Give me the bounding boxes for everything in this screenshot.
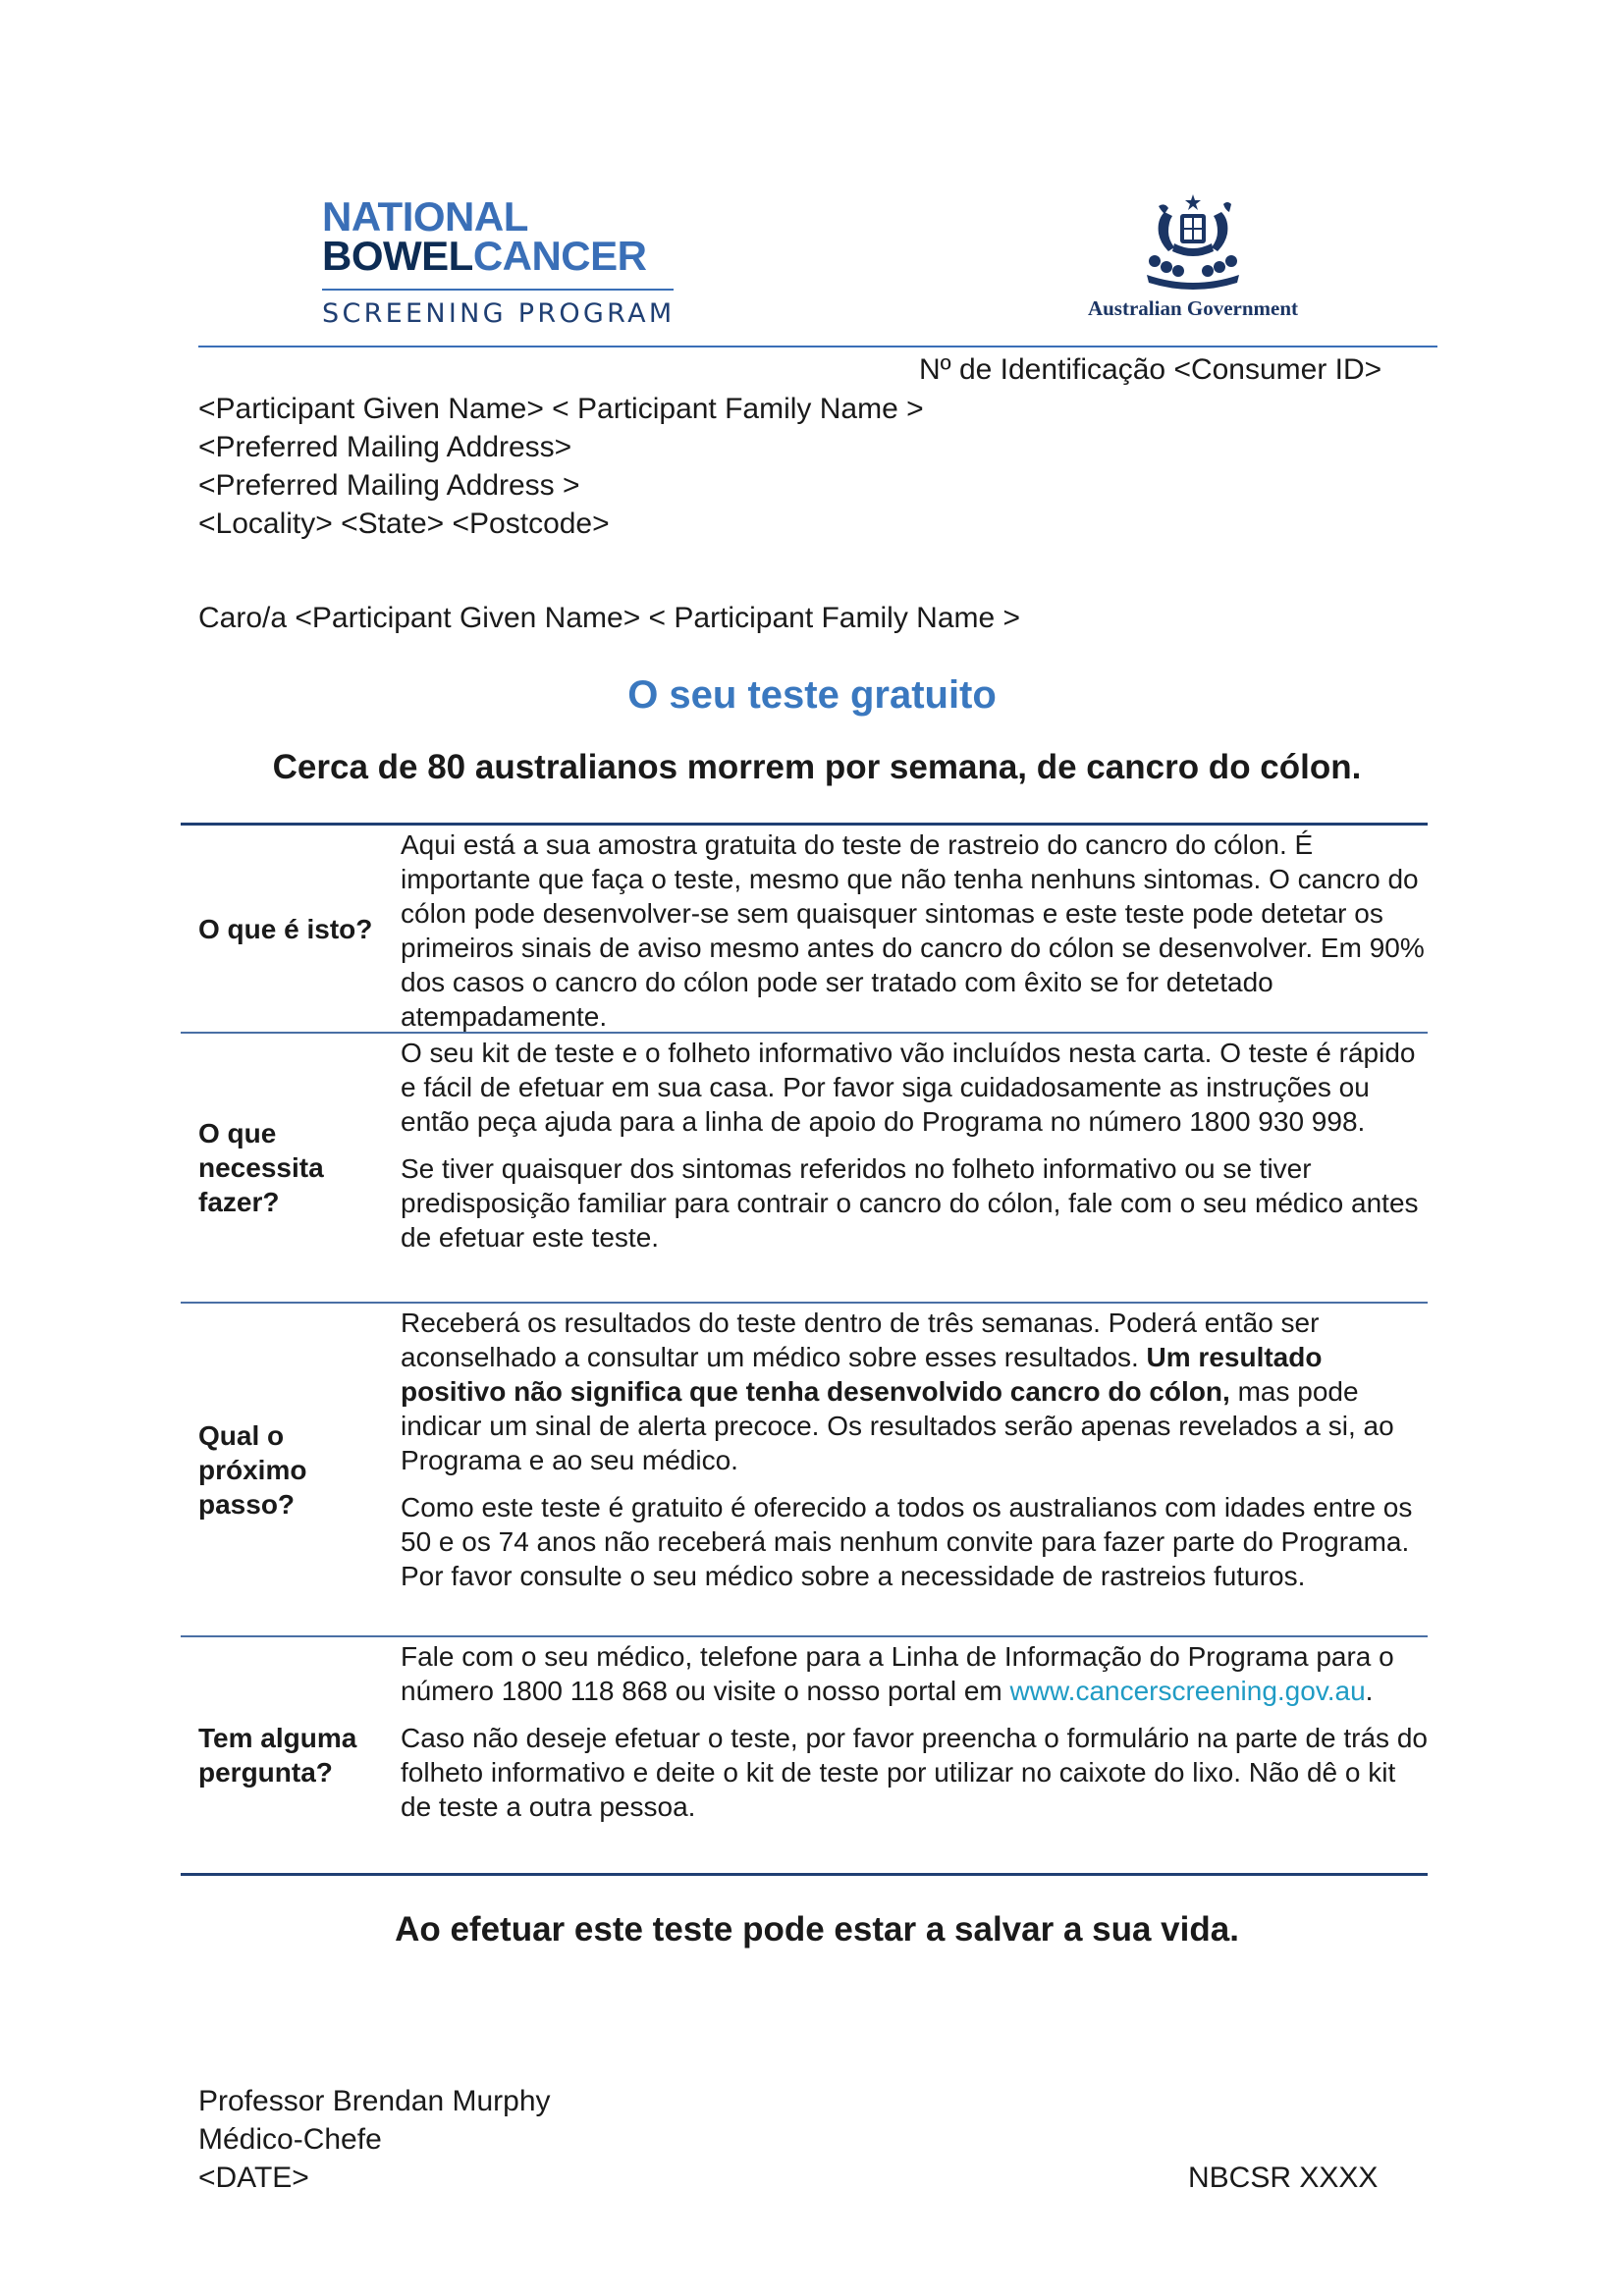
signatory-role: Médico-Chefe [198, 2123, 382, 2156]
row-body [389, 1304, 1428, 1635]
logo-line-bowel-cancer [322, 233, 685, 279]
paragraph: O seu kit de teste e o folheto informativo vão incluídos nesta carta. O teste é rápido e fácil de efetuar em sua casa. Por favor siga cuidadosamente as instruções ou então peça ajuda para a linha de apoio do Programa no número 1800 930 998. [401, 1038, 1416, 1137]
row-body [389, 826, 1428, 1032]
website-link[interactable]: www.cancerscreening.gov.au [1009, 1676, 1366, 1706]
logo-line-screening-program: SCREENING PROGRAM [322, 298, 676, 329]
text-run: . [1365, 1676, 1374, 1706]
letter-title: O seu teste gratuito [627, 673, 997, 717]
program-logo [322, 193, 685, 329]
text-run: mas pode indicar um sinal de alerta precoce. Os resultados serão apenas revelados a si, ao Programa e ao seu médico. [401, 1376, 1394, 1475]
letter-date: <DATE> [198, 2162, 309, 2194]
row-body [389, 1034, 1428, 1302]
paragraph: Se tiver quaisquer dos sintomas referidos no folheto informativo ou se tiver predisposição familiar para contrair o cancro do cólon, fale com o seu médico antes de efetuar este teste. [401, 1153, 1419, 1253]
info-table [181, 823, 1428, 1876]
paragraph [401, 1639, 1428, 1708]
text-run: Receberá os resultados do teste dentro de três semanas. Poderá então ser aconselhado a consultar um médico sobre esses resultados. [401, 1308, 1320, 1372]
row-label-next-step: Qual o próximo passo? [198, 1419, 307, 1520]
address-line: <Preferred Mailing Address > [198, 469, 580, 502]
paragraph [401, 1306, 1428, 1477]
letter-subtitle: Cerca de 80 australianos morrem por semana, de cancro do cólon. [272, 748, 1362, 786]
paragraph: Caso não deseje efetuar o teste, por favor preencha o formulário na parte de trás do folheto informativo e deite o kit de teste por utilizar no caixote do lixo. Não dê o kit de teste a outra pessoa. [401, 1723, 1428, 1822]
logo-word-bowel: BOWEL [322, 233, 473, 279]
signatory-name: Professor Brendan Murphy [198, 2085, 551, 2117]
address-line: <Participant Given Name> < Participant Family Name > [198, 393, 924, 425]
address-line: <Locality> <State> <Postcode> [198, 507, 610, 540]
table-row [181, 1302, 1428, 1635]
paragraph: Como este teste é gratuito é oferecido a todos os australianos com idades entre os 50 e os 74 anos não receberá mais nenhum convite para fazer parte do Programa. Por favor consulte o seu médico sobre a necessidade de rastreios futuros. [401, 1492, 1413, 1591]
row-label-what-to-do: O que necessita fazer? [198, 1118, 324, 1217]
address-line: <Preferred Mailing Address> [198, 431, 572, 463]
header-divider [198, 346, 1437, 347]
bold-text-run: Um resultado positivo não significa que tenha desenvolvido cancro do cólon, [401, 1342, 1323, 1407]
logo-divider [322, 289, 674, 291]
mailing-address [198, 391, 924, 544]
government-logo [1060, 192, 1326, 321]
government-label: Australian Government [1087, 296, 1299, 320]
row-body [389, 1637, 1428, 1873]
coat-of-arms-icon [1135, 192, 1251, 293]
logo-line-national: NATIONAL [322, 193, 528, 240]
reference-code: NBCSR XXXX [1188, 2162, 1379, 2194]
paragraph: Aqui está a sua amostra gratuita do teste de rastreio do cancro do cólon. É importante que faça o teste, mesmo que não tenha nenhuns sintomas. O cancro do cólon pode desenvolver-se sem quaisquer sintomas e este teste pode detetar os primeiros sinais de aviso mesmo antes do cancro do cólon se desenvolver. Em 90% dos casos o cancro do cólon pode ser tratado com êxito se for detetado atempadamente. [401, 829, 1425, 1032]
greeting: Caro/a <Participant Given Name> < Participant Family Name > [198, 602, 1021, 634]
signature-block [198, 2083, 551, 2198]
table-row [181, 823, 1428, 1032]
table-row [181, 1635, 1428, 1876]
row-label-what-is-this: O que é isto? [198, 913, 373, 944]
consumer-id: Nº de Identificação <Consumer ID> [919, 353, 1382, 386]
logo-word-cancer: CANCER [472, 233, 647, 279]
text-run: Fale com o seu médico, telefone para a Linha de Informação do Programa para o número 1800 118 868 ou visite o nosso portal em [401, 1641, 1394, 1706]
closing-statement: Ao efetuar este teste pode estar a salvar a sua vida. [395, 1910, 1239, 1949]
row-label-questions: Tem alguma pergunta? [198, 1723, 357, 1788]
table-row [181, 1032, 1428, 1302]
